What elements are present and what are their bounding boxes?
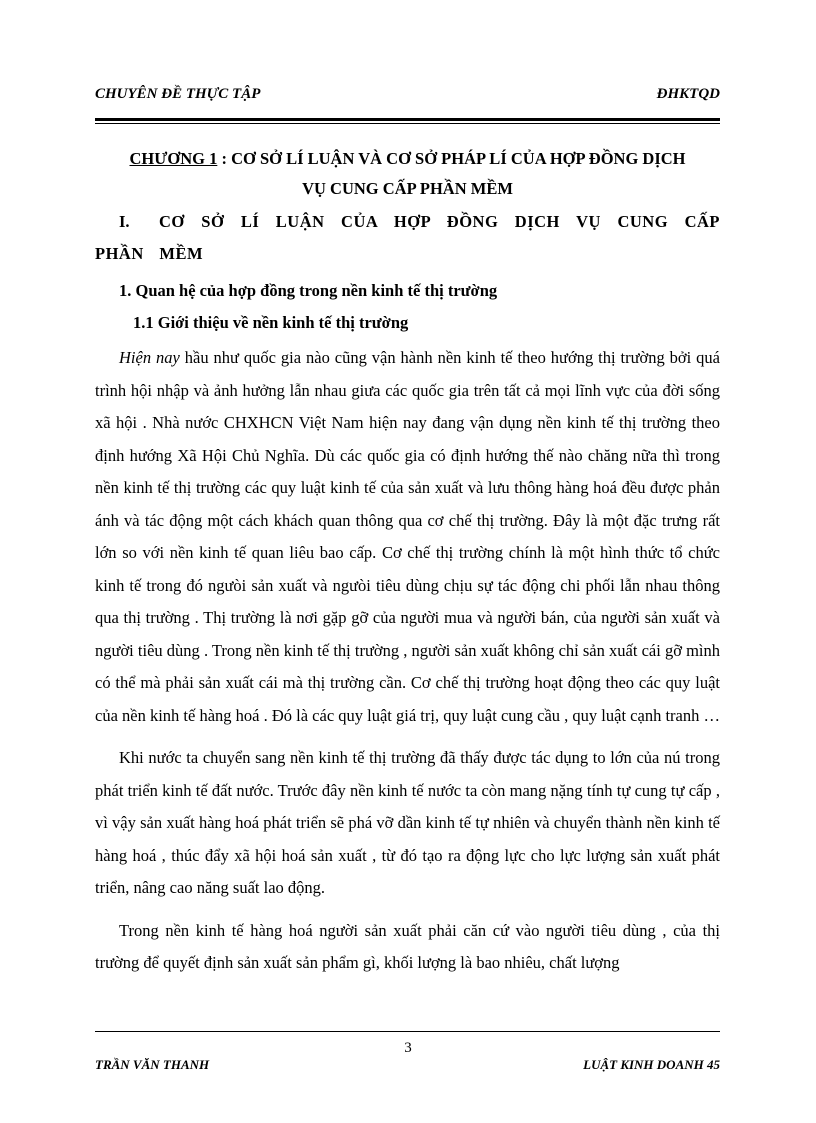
subsubsection-heading: 1.1 Giới thiệu về nền kinh tế thị trường	[133, 313, 409, 332]
footer-author: TRẦN VĂN THANH	[95, 1057, 210, 1072]
chapter-number: CHƯƠNG 1	[129, 149, 218, 168]
paragraph-1	[95, 342, 720, 732]
footer-rule	[95, 1031, 720, 1032]
subsection-heading: 1. Quan hệ của hợp đồng trong nền kinh tế thị trường	[119, 281, 498, 300]
header-institution: ĐHKTQD	[656, 86, 720, 102]
header-document-type: CHUYÊN ĐỀ THỰC TẬP	[95, 86, 261, 102]
page-number: 3	[404, 1040, 412, 1056]
section-numeral: I.	[119, 212, 130, 231]
header-rule-thin	[95, 123, 720, 124]
footer-course: LUẬT KINH DOANH 45	[583, 1057, 720, 1072]
page-body	[95, 144, 720, 980]
chapter-title-line1: CƠ SỞ LÍ LUẬN VÀ CƠ SỞ PHÁP LÍ CỦA HỢP ĐỒNG DỊCH	[231, 149, 686, 168]
paragraph-1-lead: Hiện nay	[119, 348, 180, 367]
page-header	[95, 86, 720, 110]
section-heading	[95, 206, 720, 270]
header-rule-thick	[95, 118, 720, 121]
paragraph-3: Trong nền kinh tế hàng hoá người sản xuất phải căn cứ vào người tiêu dùng , của thị trường để quyết định sản xuất sản phẩm gì, khối lượng là bao nhiêu, chất lượng	[95, 920, 720, 972]
section-title: CƠ SỞ LÍ LUẬN CỦA HỢP ĐỒNG DỊCH VỤ CUNG CẤP PHẦN MỀM	[95, 212, 720, 263]
paragraph-2: Khi nước ta chuyển sang nền kinh tế thị trường đã thấy được tác dụng to lớn của nú trong phát triển kinh tế đất nước. Trước đây nền kinh tế nước ta còn mang nặng tính tự cung tự cấp , vì vậy sản xuất hàng hoá phát triển sẽ phá vỡ dần kinh tế tự nhiên và chuyển thành nền kinh tế hàng hoá , thúc đẩy xã hội hoá sản xuất , từ đó tạo ra động lực cho lực lượng sản xuất phát triển, nâng cao năng suất lao động.	[95, 748, 720, 897]
chapter-title	[95, 144, 720, 204]
chapter-separator: :	[217, 149, 232, 168]
paragraph-1-text: hầu như quốc gia nào cũng vận hành nền kinh tế theo hướng thị trường bởi quá trình hội nhập và ảnh hưởng lẫn nhau giưa các quốc gia trên tất cả mọi lĩnh vực của đời sống xã hội . Nhà nước CHXHCN Việt Nam hiện nay đang vận dụng nền kinh tế thị trường theo định hướng Xã Hội Chủ Nghĩa. Dù các quốc gia có định hướng thế nào chăng nữa thì trong nền kinh tế thị trường các quy luật kinh tế của sản xuất và lưu thông hàng hoá đều được phản ánh và tác động một cách khách quan thông qua cơ chế thị trường. Đây là một đặc trưng rất lớn so với nền kinh tế quan liêu bao cấp. Cơ chế thị trường chính là một hình thức tổ chức kinh tế trong đó ngưòi sản xuất và ngưòi tiêu dùng chịu sự tác động chi phối lẫn nhau thông qua thị trường . Thị trường là nơi gặp gỡ của người mua và người bán, của người sản xuất và người tiêu dùng . Trong nền kinh tế thị trường , người sản xuất không chỉ sản xuất cái gỡ mình có thể mà phải sản xuất cái mà thị trường cần. Cơ chế thị trường hoạt động theo các quy luật của nền kinh tế hàng hoá . Đó là các quy luật giá trị, quy luật cung cầu , quy luật cạnh tranh …	[95, 348, 720, 725]
chapter-title-line2: VỤ CUNG CẤP PHẦN MỀM	[302, 179, 513, 198]
